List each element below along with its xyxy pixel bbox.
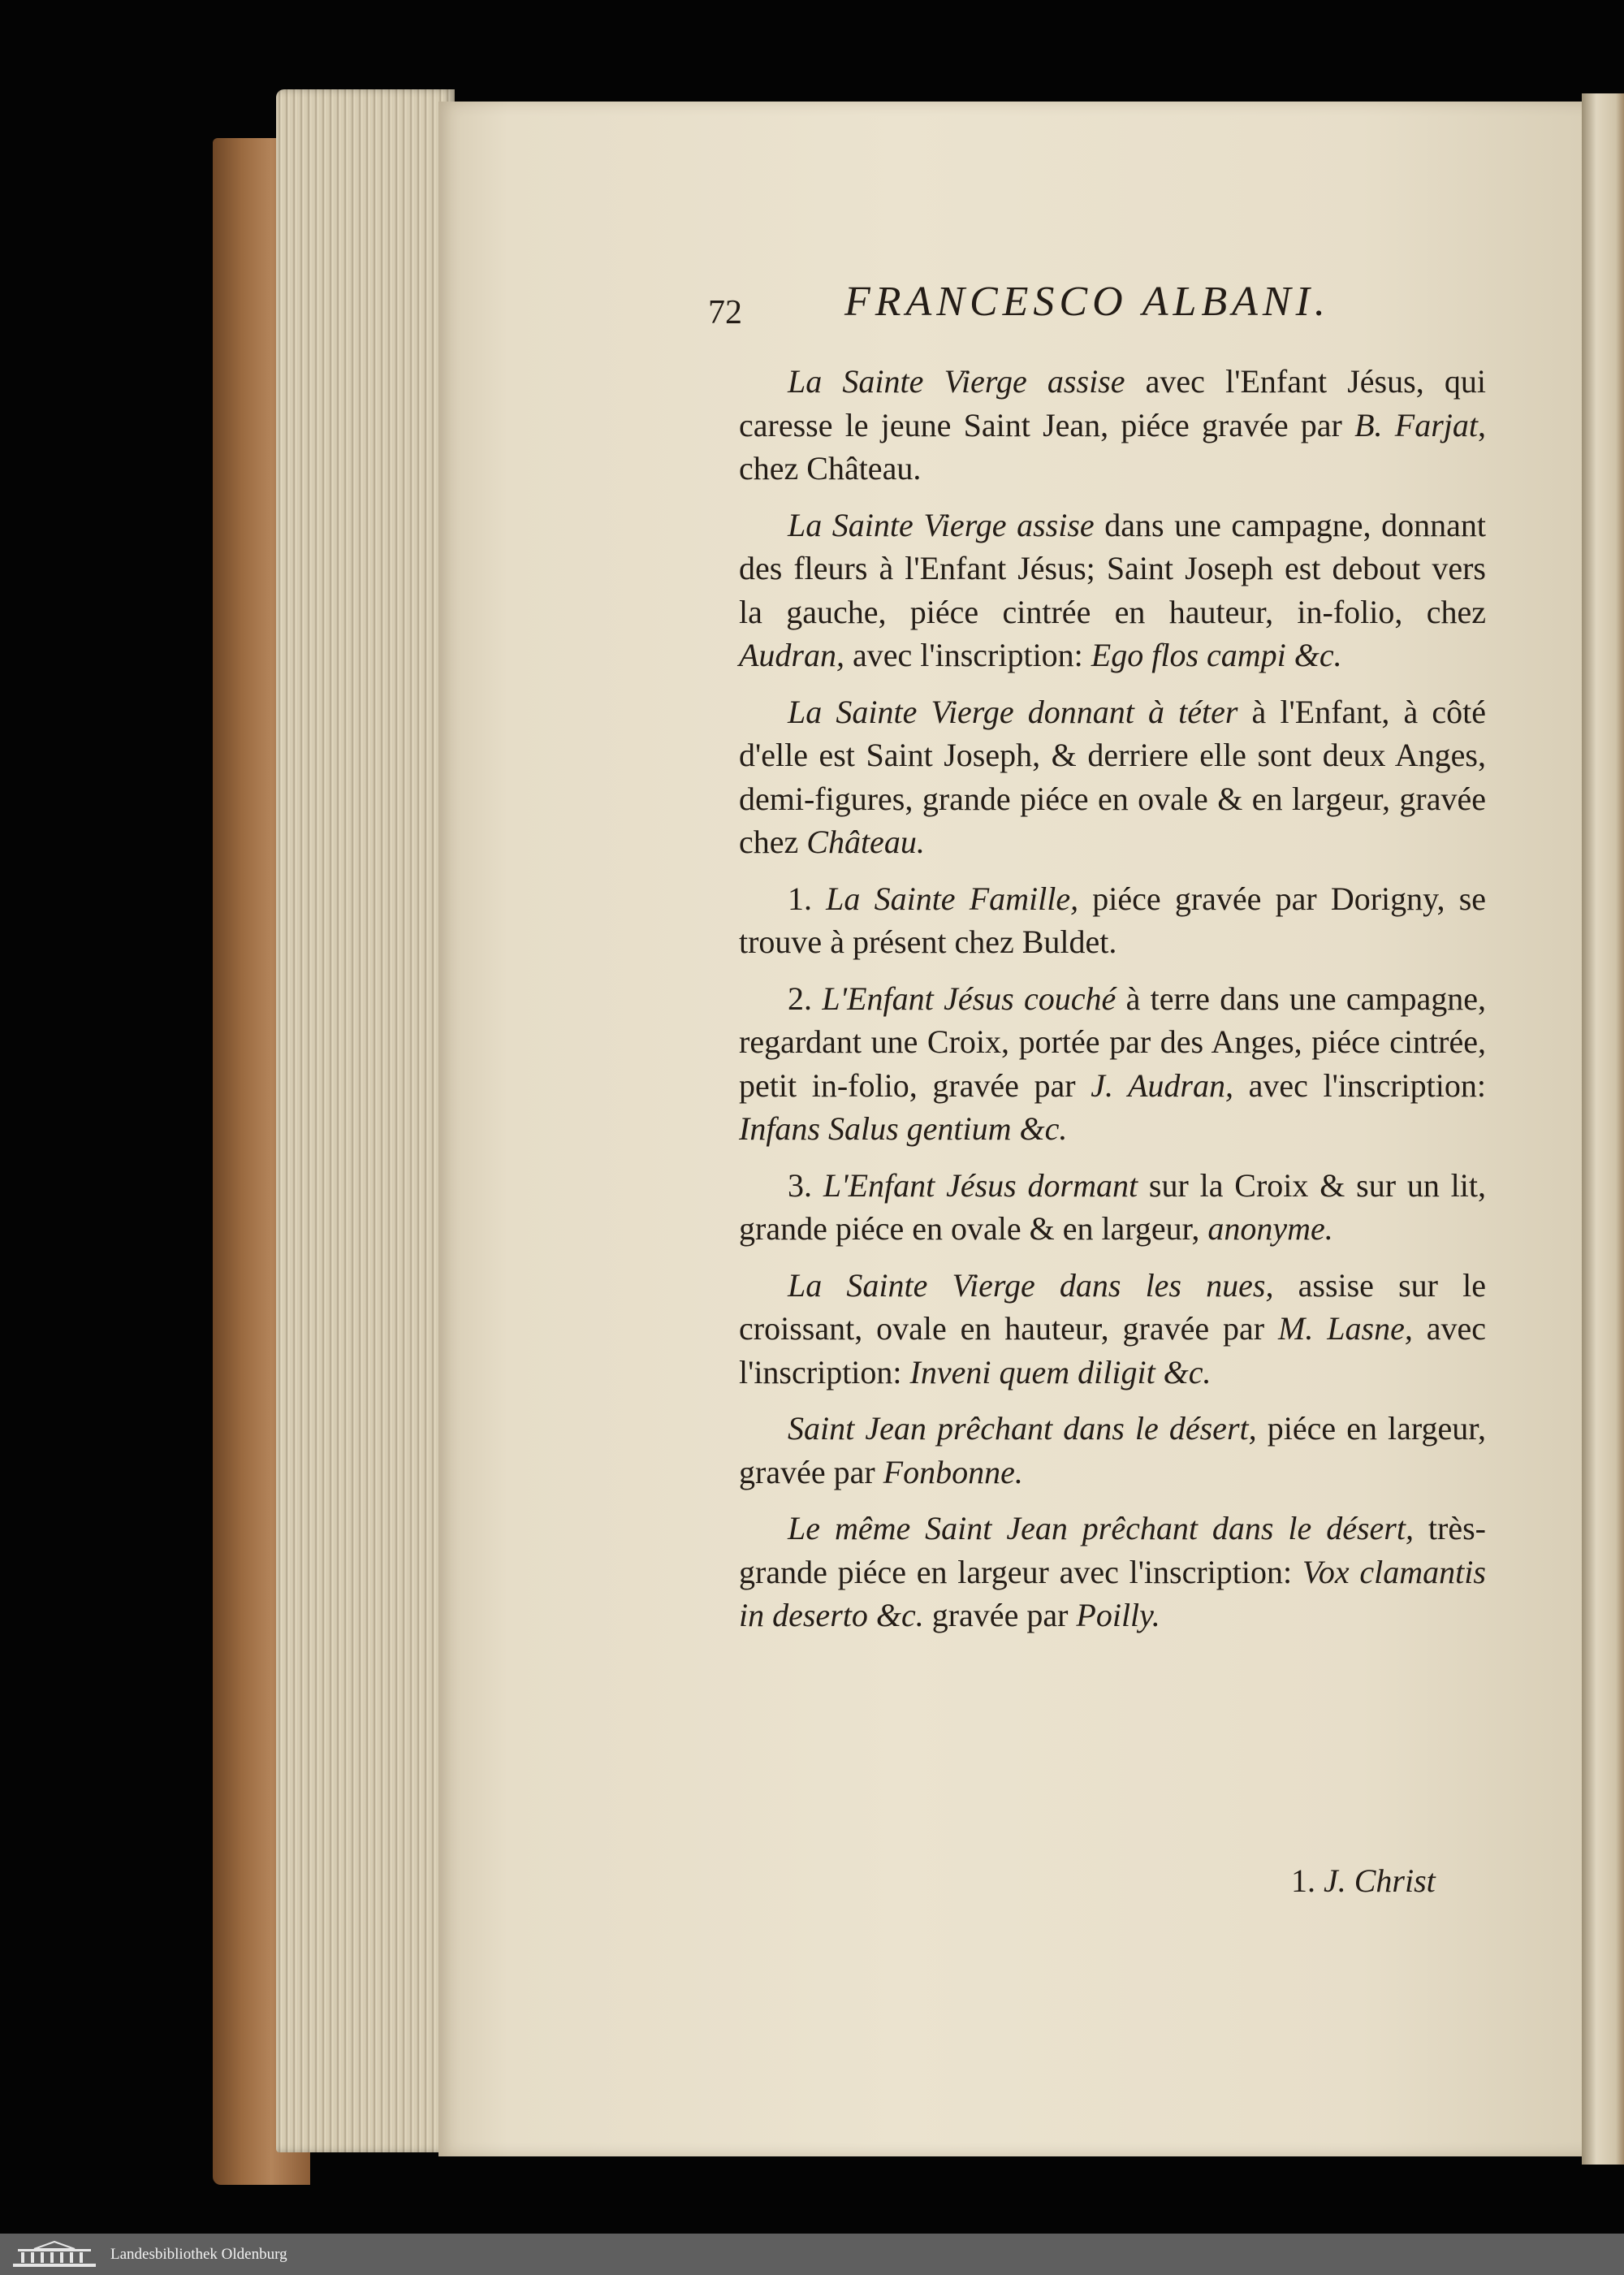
catalog-entry	[739, 1407, 1486, 1494]
page-title: FRANCESCO ALBANI.	[844, 279, 1330, 325]
catalog-entry	[739, 360, 1486, 491]
entry-inscription: Inveni quem diligit &c.	[909, 1353, 1212, 1391]
entry-tail: , chez Château.	[739, 406, 1486, 487]
catalog-entry	[739, 1507, 1486, 1637]
entry-inscription: Infans Salus gentium &c.	[739, 1110, 1068, 1147]
entry-title: L'Enfant Jésus couché	[822, 980, 1116, 1017]
page-edges	[276, 89, 455, 2152]
entry-text: sur la Croix & sur un lit, grande piéce en ovale & en largeur,	[739, 1166, 1486, 1247]
catalog-entry	[739, 690, 1486, 864]
catalog-entry	[739, 977, 1486, 1151]
entry-title: La Sainte Vierge assise	[788, 363, 1125, 400]
entry-name: anonyme.	[1207, 1210, 1333, 1247]
viewer-footer	[0, 2234, 1624, 2275]
entry-inscription: Ego flos campi &c.	[1091, 637, 1342, 673]
page-number: 72	[708, 294, 742, 331]
entry-title: La Sainte Famille,	[826, 880, 1079, 917]
running-head	[708, 279, 1486, 337]
entry-tail: avec l'inscription:	[739, 1310, 1486, 1391]
entry-title: Le même Saint Jean prêchant dans le désert,	[788, 1510, 1414, 1546]
catchword-number: 1.	[1291, 1862, 1315, 1899]
entry-tail: avec l'inscription:	[1233, 1066, 1487, 1104]
entry-name: B. Farjat	[1354, 406, 1478, 443]
entry-name: M. Lasne,	[1278, 1310, 1413, 1347]
entry-inscription: Poilly.	[1076, 1597, 1160, 1633]
entry-text: piéce en largeur, gravée par	[739, 1410, 1486, 1490]
entry-text: très-grande piéce en largeur avec l'inscription:	[739, 1510, 1486, 1590]
entry-text: piéce gravée par Dorigny, se trouve à présent chez Buldet.	[739, 880, 1487, 960]
facing-page-edge	[1582, 93, 1624, 2165]
entry-name: Vox clamantis in deserto &c.	[739, 1553, 1486, 1633]
catchword	[1291, 1862, 1436, 1900]
entry-name: Château.	[806, 824, 925, 860]
entry-name: Fonbonne.	[883, 1453, 1023, 1490]
entry-text: avec l'Enfant Jésus, qui caresse le jeune Saint Jean, piéce gravée par	[739, 363, 1486, 443]
catalog-entry	[739, 877, 1486, 964]
entry-name: J. Audran,	[1091, 1066, 1233, 1104]
entry-name: Audran,	[739, 637, 844, 673]
entry-tail: gravée par	[923, 1597, 1077, 1633]
catalog-entry	[739, 1164, 1486, 1251]
entry-title: L'Enfant Jésus dormant	[823, 1166, 1138, 1204]
entry-lead: 2.	[788, 980, 823, 1017]
text-block	[708, 279, 1487, 1650]
catchword-word: J. Christ	[1324, 1862, 1436, 1899]
library-name: Landesbibliothek Oldenburg	[110, 2245, 287, 2263]
entry-text: à l'Enfant, à côté d'elle est Saint Joseph, & derriere elle sont deux Anges, demi-figures, grande piéce en ovale & en largeur, gravée chez	[739, 693, 1487, 860]
entry-text: à terre dans une campagne, regardant une Croix, portée par des Anges, piéce cintrée, petit in-folio, gravée par	[739, 980, 1487, 1104]
entry-title: Saint Jean prêchant dans le désert,	[788, 1410, 1257, 1447]
entry-tail: avec l'inscription:	[844, 637, 1091, 673]
library-building-icon	[10, 2239, 99, 2270]
entry-text: dans une campagne, donnant des fleurs à l'Enfant Jésus; Saint Joseph est debout vers la gauche, piéce cintrée en hauteur, in-folio, chez	[739, 506, 1486, 630]
entry-title: La Sainte Vierge assise	[788, 506, 1095, 543]
entry-lead: 1.	[788, 880, 827, 917]
entry-title: La Sainte Vierge dans les nues,	[788, 1266, 1274, 1304]
entry-lead: 3.	[788, 1166, 823, 1204]
entry-title: La Sainte Vierge donnant à téter	[788, 693, 1238, 730]
catalog-entry	[739, 504, 1486, 677]
entry-text: assise sur le croissant, ovale en hauteur, gravée par	[739, 1266, 1486, 1347]
catalog-entry	[739, 1264, 1486, 1395]
